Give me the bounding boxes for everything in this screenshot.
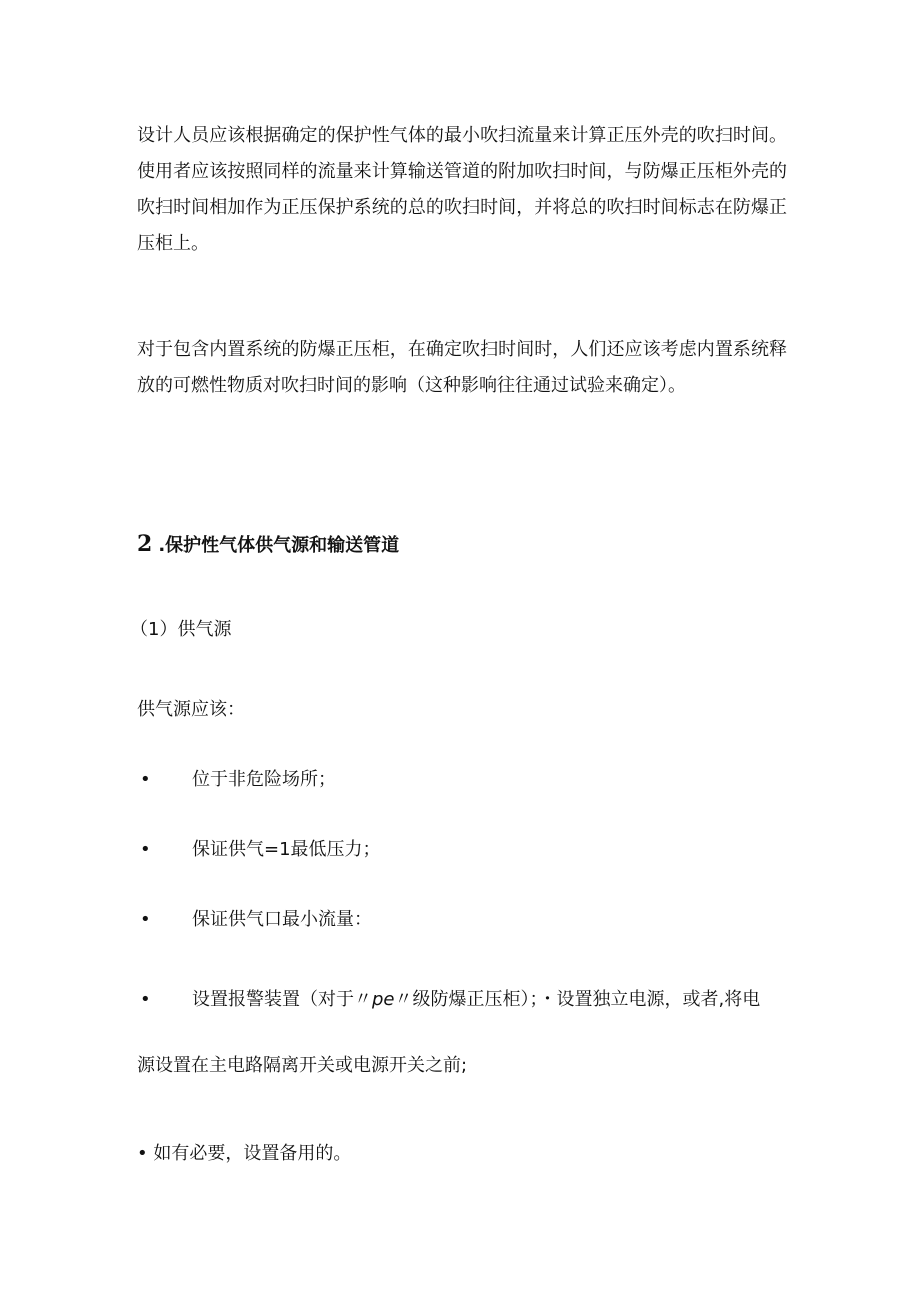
last-list-item: • 如有必要，设置备用的。 (137, 1143, 352, 1164)
bullet-icon: • (140, 909, 151, 930)
section-number: 2 (137, 531, 153, 557)
section-heading (137, 530, 399, 560)
paragraph-purge-time: 设计人员应该根据确定的保护性气体的最小吹扫流量来计算正压外壳的吹扫时间。使用者应该按照同样的流量来计算输送管道的附加吹扫时间，与防爆正压柜外壳的吹扫时间相加作为正压保护系统的总的吹扫时间，并将总的吹扫时间标志在防爆正压柜上。 (137, 125, 787, 254)
subsection-heading: （1）供气源 (130, 619, 232, 640)
list-item (140, 986, 760, 1014)
list-item-text: 保证供气口最小流量： (192, 909, 372, 930)
list-item (140, 836, 381, 864)
list-item-text: 位于非危险场所； (192, 769, 336, 790)
bullet-icon: • (140, 989, 151, 1010)
bullet-icon: • (140, 769, 151, 790)
list-item-text: 保证供气=1最低压力； (192, 839, 381, 860)
bullet-icon: • (140, 839, 151, 860)
list-item-continuation: 源设置在主电路隔离开关或电源开关之前; (137, 1055, 468, 1076)
intro-line: 供气源应该： (137, 699, 245, 720)
list-item (140, 766, 336, 794)
list-item-text-tail: 〃级防爆正压柜）；・设置独立电源，或者,将电 (394, 989, 761, 1010)
list-item-italic-text: pe (372, 989, 395, 1010)
section-title: .保护性气体供气源和输送管道 (158, 535, 400, 556)
list-item-text: 设置报警装置（对于〃 (192, 989, 372, 1010)
paragraph-internal-system: 对于包含内置系统的防爆正压柜，在确定吹扫时间时，人们还应该考虑内置系统释放的可燃性物质对吹扫时间的影响（这种影响往往通过试验来确定）。 (137, 339, 787, 396)
list-item (140, 906, 372, 934)
